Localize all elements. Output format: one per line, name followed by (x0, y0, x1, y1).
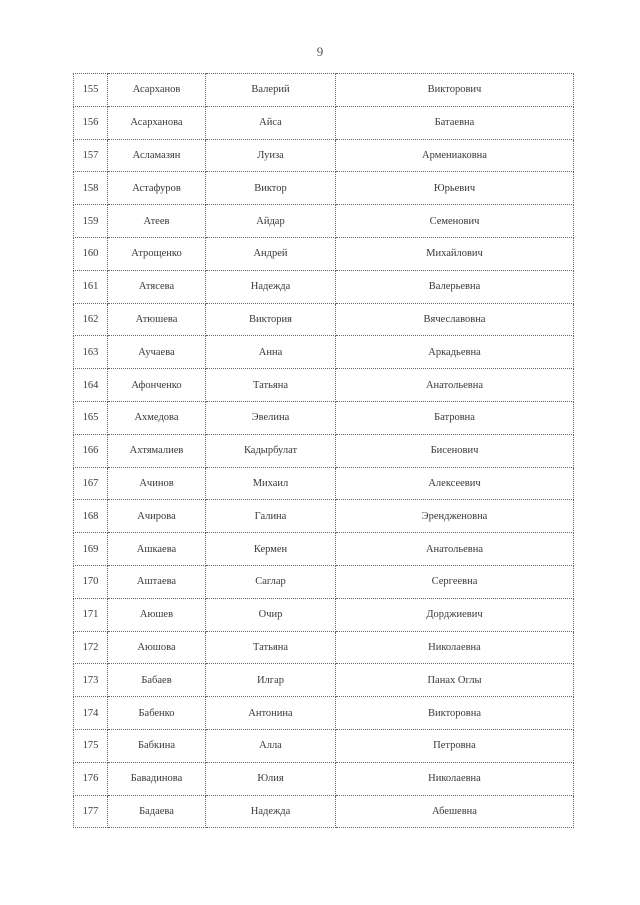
table-row (74, 172, 574, 205)
patronymic-cell: Аркадьевна (336, 336, 574, 369)
patronymic-cell: Абешевна (336, 795, 574, 828)
table-row (74, 631, 574, 664)
first-name-cell: Кадырбулат (206, 434, 336, 467)
row-number: 172 (74, 631, 108, 664)
roster-table (73, 73, 574, 828)
row-number: 170 (74, 565, 108, 598)
surname-cell: Атясева (108, 270, 206, 303)
first-name-cell: Татьяна (206, 369, 336, 402)
surname-cell: Атрощенко (108, 237, 206, 270)
first-name-cell: Татьяна (206, 631, 336, 664)
patronymic-cell: Батровна (336, 401, 574, 434)
patronymic-cell: Алексеевич (336, 467, 574, 500)
table-row (74, 762, 574, 795)
patronymic-cell: Валерьевна (336, 270, 574, 303)
first-name-cell: Михаил (206, 467, 336, 500)
surname-cell: Ашкаева (108, 533, 206, 566)
surname-cell: Бавадинова (108, 762, 206, 795)
table-row (74, 401, 574, 434)
patronymic-cell: Дорджиевич (336, 598, 574, 631)
surname-cell: Атюшева (108, 303, 206, 336)
first-name-cell: Антонина (206, 697, 336, 730)
table-row (74, 336, 574, 369)
first-name-cell: Надежда (206, 270, 336, 303)
surname-cell: Асламазян (108, 139, 206, 172)
surname-cell: Бабаев (108, 664, 206, 697)
patronymic-cell: Эрендженовна (336, 500, 574, 533)
row-number: 157 (74, 139, 108, 172)
row-number: 165 (74, 401, 108, 434)
table-row (74, 565, 574, 598)
surname-cell: Ачирова (108, 500, 206, 533)
surname-cell: Ачинов (108, 467, 206, 500)
row-number: 166 (74, 434, 108, 467)
patronymic-cell: Сергеевна (336, 565, 574, 598)
table-row (74, 205, 574, 238)
surname-cell: Бадаева (108, 795, 206, 828)
row-number: 168 (74, 500, 108, 533)
surname-cell: Афонченко (108, 369, 206, 402)
first-name-cell: Валерий (206, 74, 336, 107)
first-name-cell: Очир (206, 598, 336, 631)
patronymic-cell: Анатольевна (336, 533, 574, 566)
table-row (74, 467, 574, 500)
table-row (74, 697, 574, 730)
first-name-cell: Галина (206, 500, 336, 533)
table-row (74, 664, 574, 697)
row-number: 176 (74, 762, 108, 795)
first-name-cell: Андрей (206, 237, 336, 270)
first-name-cell: Эвелина (206, 401, 336, 434)
first-name-cell: Илгар (206, 664, 336, 697)
first-name-cell: Анна (206, 336, 336, 369)
table-row (74, 795, 574, 828)
first-name-cell: Виктор (206, 172, 336, 205)
first-name-cell: Кермен (206, 533, 336, 566)
surname-cell: Ахмедова (108, 401, 206, 434)
surname-cell: Атеев (108, 205, 206, 238)
row-number: 167 (74, 467, 108, 500)
row-number: 169 (74, 533, 108, 566)
first-name-cell: Виктория (206, 303, 336, 336)
first-name-cell: Айдар (206, 205, 336, 238)
roster-body (74, 74, 574, 828)
patronymic-cell: Михайлович (336, 237, 574, 270)
table-row (74, 533, 574, 566)
surname-cell: Аучаева (108, 336, 206, 369)
table-row (74, 729, 574, 762)
first-name-cell: Айса (206, 106, 336, 139)
page-number: 9 (316, 44, 324, 59)
surname-cell: Асарханова (108, 106, 206, 139)
patronymic-cell: Армениаковна (336, 139, 574, 172)
table-row (74, 500, 574, 533)
patronymic-cell: Панах Оглы (336, 664, 574, 697)
table-row (74, 237, 574, 270)
table-row (74, 139, 574, 172)
patronymic-cell: Николаевна (336, 631, 574, 664)
row-number: 171 (74, 598, 108, 631)
first-name-cell: Юлия (206, 762, 336, 795)
row-number: 173 (74, 664, 108, 697)
row-number: 174 (74, 697, 108, 730)
first-name-cell: Алла (206, 729, 336, 762)
row-number: 156 (74, 106, 108, 139)
first-name-cell: Саглар (206, 565, 336, 598)
patronymic-cell: Викторовна (336, 697, 574, 730)
patronymic-cell: Юрьевич (336, 172, 574, 205)
surname-cell: Астафуров (108, 172, 206, 205)
row-number: 175 (74, 729, 108, 762)
table-row (74, 434, 574, 467)
table-row (74, 106, 574, 139)
patronymic-cell: Семенович (336, 205, 574, 238)
row-number: 177 (74, 795, 108, 828)
row-number: 161 (74, 270, 108, 303)
row-number: 155 (74, 74, 108, 107)
table-row (74, 598, 574, 631)
patronymic-cell: Петровна (336, 729, 574, 762)
table-row (74, 270, 574, 303)
row-number: 163 (74, 336, 108, 369)
surname-cell: Аштаева (108, 565, 206, 598)
first-name-cell: Луиза (206, 139, 336, 172)
surname-cell: Ахтямалиев (108, 434, 206, 467)
row-number: 160 (74, 237, 108, 270)
table-row (74, 303, 574, 336)
patronymic-cell: Батаевна (336, 106, 574, 139)
patronymic-cell: Бисенович (336, 434, 574, 467)
row-number: 164 (74, 369, 108, 402)
patronymic-cell: Викторович (336, 74, 574, 107)
row-number: 159 (74, 205, 108, 238)
row-number: 158 (74, 172, 108, 205)
table-row (74, 369, 574, 402)
surname-cell: Аюшова (108, 631, 206, 664)
first-name-cell: Надежда (206, 795, 336, 828)
surname-cell: Бабкина (108, 729, 206, 762)
patronymic-cell: Вячеславовна (336, 303, 574, 336)
surname-cell: Бабенко (108, 697, 206, 730)
surname-cell: Аюшев (108, 598, 206, 631)
table-row (74, 74, 574, 107)
patronymic-cell: Анатольевна (336, 369, 574, 402)
patronymic-cell: Николаевна (336, 762, 574, 795)
row-number: 162 (74, 303, 108, 336)
surname-cell: Асарханов (108, 74, 206, 107)
